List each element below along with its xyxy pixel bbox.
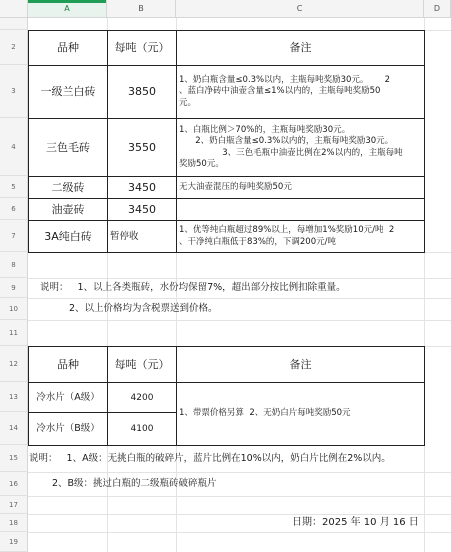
row-header-4[interactable]: 4 (0, 118, 28, 176)
row-header-6[interactable]: 6 (0, 198, 28, 220)
row-header-12[interactable]: 12 (0, 346, 28, 382)
table1-row-1-price[interactable]: 3850 (107, 65, 177, 119)
row-header-17[interactable]: 17 (0, 496, 28, 514)
table1-row-2-note[interactable]: 1、白瓶比例＞70%的，主瓶每吨奖励30元。 2、奶白瓶含量≤0.3%以内的，主瓶每吨奖励30元。 3、三色毛瓶中油壶比例在2%以内的，主瓶每吨 奖励50元。 (176, 118, 425, 177)
table1-row-2-type[interactable]: 三色毛砖 (28, 118, 108, 177)
table1-header-type[interactable]: 品种 (28, 30, 108, 66)
row-header-7[interactable]: 7 (0, 220, 28, 252)
row-header-partial[interactable] (0, 18, 28, 30)
gridline (28, 496, 451, 497)
column-header-b[interactable]: B (107, 0, 176, 18)
notes2-line-2[interactable]: 2、B级：挑过白瓶的二级瓶砖破碎瓶片 (52, 478, 217, 489)
table1-row-4-note[interactable] (176, 198, 425, 221)
table2-row-1-price[interactable]: 4200 (107, 382, 177, 413)
row-header-15[interactable]: 15 (0, 445, 28, 472)
row-header-9[interactable]: 9 (0, 278, 28, 298)
row-header-14[interactable]: 14 (0, 412, 28, 445)
table2-header-type[interactable]: 品种 (28, 346, 108, 383)
table1-row-5-note[interactable]: 1、优等纯白瓶超过89%以上，每增加1%奖励10元/吨 2 、干净纯白瓶低于83%的，下调200元/吨 (176, 220, 425, 253)
table1-row-4-type[interactable]: 油壶砖 (28, 198, 108, 221)
table2-row-1-type[interactable]: 冷水片（A级） (28, 382, 108, 413)
select-all-corner[interactable] (0, 0, 28, 18)
row-header-18[interactable]: 18 (0, 514, 28, 532)
row-header-10[interactable]: 10 (0, 298, 28, 320)
row-header-2[interactable]: 2 (0, 30, 28, 65)
row-header-8[interactable]: 8 (0, 252, 28, 278)
notes1-line-1[interactable]: 说明： 1、以上各类瓶砖，水份均保留7%，超出部分按比例扣除重量。 (40, 282, 346, 293)
table1-row-5-type[interactable]: 3A纯白砖 (28, 220, 108, 253)
table2-header-note[interactable]: 备注 (176, 346, 425, 383)
table1-row-2-price[interactable]: 3550 (107, 118, 177, 177)
date-cell[interactable]: 日期：2025 年 10 月 16 日 (292, 517, 419, 528)
notes1-line-2[interactable]: 2、以上价格均为含税票送到价格。 (69, 303, 218, 314)
table1-row-4-price[interactable]: 3450 (107, 198, 177, 221)
gridline (28, 532, 451, 533)
row-header-5[interactable]: 5 (0, 176, 28, 198)
table2-merged-note[interactable]: 1、带票价格另算 2、无奶白片每吨奖励50元 (176, 382, 425, 446)
row-header-3[interactable]: 3 (0, 65, 28, 118)
table1-row-3-note[interactable]: 无大油壶混压的每吨奖励50元 (176, 176, 425, 199)
row-header-16[interactable]: 16 (0, 472, 28, 496)
table1-row-1-note[interactable]: 1、奶白瓶含量≤0.3%以内，主瓶每吨奖励30元。 2 、蓝白净砖中油壶含量≤1%以内的，主瓶每吨奖励50 元。 (176, 65, 425, 119)
row-header-13[interactable]: 13 (0, 382, 28, 412)
gridline (28, 320, 451, 321)
table1-row-3-type[interactable]: 二级砖 (28, 176, 108, 199)
row-header-11[interactable]: 11 (0, 320, 28, 346)
row-header-19[interactable]: 19 (0, 532, 28, 552)
notes2-line-1[interactable]: 说明： 1、A级：无挑白瓶的破碎片，蓝片比例在10%以内，奶白片比例在2%以内。 (29, 452, 391, 464)
table1-header-price[interactable]: 每吨（元） (107, 30, 177, 66)
table1-header-note[interactable]: 备注 (176, 30, 425, 66)
table1-row-1-type[interactable]: 一级兰白砖 (28, 65, 108, 119)
column-header-c[interactable]: C (176, 0, 424, 18)
table2-header-price[interactable]: 每吨（元） (107, 346, 177, 383)
table2-row-2-type[interactable]: 冷水片（B级） (28, 412, 108, 446)
column-header-d[interactable]: D (424, 0, 451, 18)
table1-row-5-price[interactable]: 暂停收 (107, 220, 177, 253)
table1-row-3-price[interactable]: 3450 (107, 176, 177, 199)
column-header-a[interactable]: A (28, 0, 107, 18)
table2-row-2-price[interactable]: 4100 (107, 412, 177, 446)
